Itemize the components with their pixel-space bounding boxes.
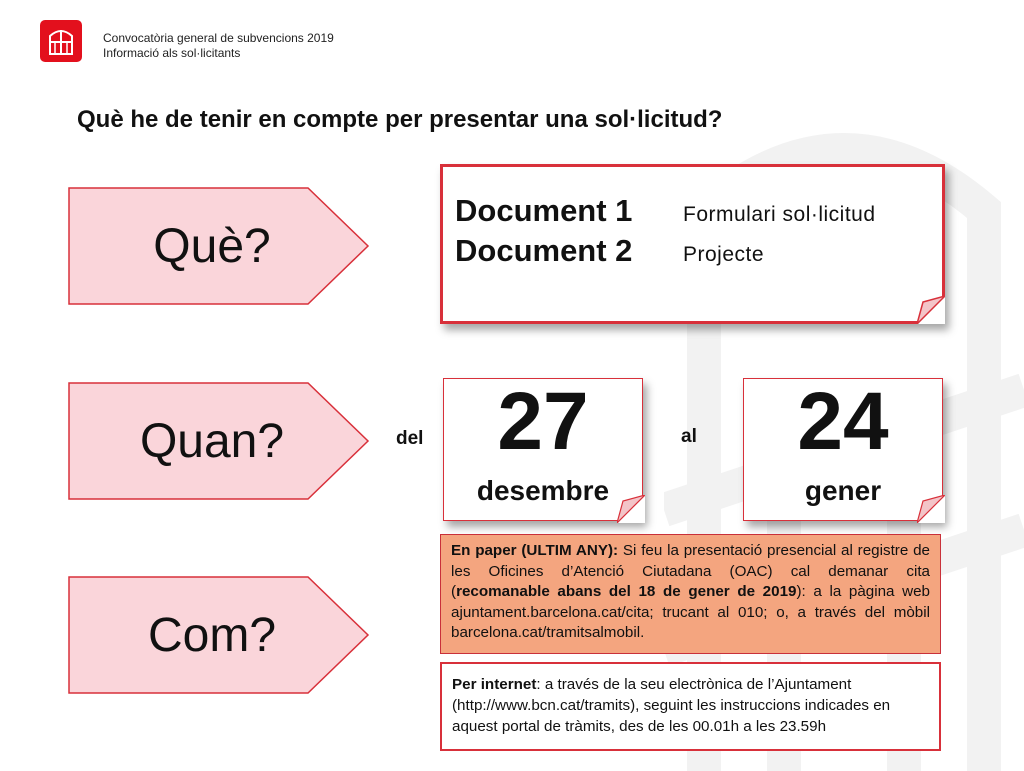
document-2-name: Document 2 bbox=[455, 233, 633, 268]
document-1-desc: Formulari sol·licitud bbox=[683, 203, 876, 226]
paper-bold: recomanable abans del 18 de gener de 2019 bbox=[456, 583, 797, 600]
page-fold-icon bbox=[917, 495, 945, 523]
arrow-label-que: Què? bbox=[153, 219, 271, 273]
header-line-1: Convocatòria general de subvencions 2019 bbox=[103, 31, 334, 45]
arrow-label-com: Com? bbox=[147, 608, 277, 662]
internet-text: : a través de la seu electrònica de l’Ajuntament (http://www.bcn.cat/tramits), seguint les instruccions indicades en aquest portal de tràmits, des de les 00.01h a les 23.59h bbox=[452, 676, 891, 735]
document-row-1 bbox=[455, 193, 876, 229]
paper-text-2: ): a la pàgina web ajuntament.barcelona.cat/cita; trucant al 010; o, a través del mòbil barcelona.cat/tramitsalmobil. bbox=[451, 583, 930, 641]
date-to-month: gener bbox=[804, 475, 882, 506]
arrow-label-quan: Quan? bbox=[139, 414, 285, 468]
page-title: Què he de tenir en compte per presentar una sol·licitud? bbox=[77, 106, 723, 133]
barcelona-logo bbox=[40, 20, 82, 62]
documents-card bbox=[440, 164, 945, 324]
document-row-2 bbox=[455, 233, 764, 269]
page-fold-icon bbox=[617, 495, 645, 523]
date-from-month: desembre bbox=[476, 475, 610, 506]
paper-lead: En paper (ULTIM ANY): bbox=[451, 542, 619, 559]
header-text bbox=[103, 31, 334, 61]
date-from-label: del bbox=[396, 428, 424, 449]
document-2-desc: Projecte bbox=[683, 243, 765, 266]
page-fold-icon bbox=[917, 296, 945, 324]
paper-info-box bbox=[440, 534, 941, 654]
date-to-card bbox=[743, 378, 943, 521]
date-from-card bbox=[443, 378, 643, 521]
internet-info-box bbox=[440, 662, 941, 751]
arrow-que bbox=[68, 187, 370, 305]
internet-lead: Per internet bbox=[452, 676, 537, 693]
arrow-com bbox=[68, 576, 370, 694]
document-1-name: Document 1 bbox=[455, 193, 633, 228]
date-from-day: 27 bbox=[497, 376, 589, 467]
date-to-day: 24 bbox=[797, 376, 889, 467]
header-line-2: Informació als sol·licitants bbox=[103, 46, 241, 60]
paper-text-1: Si feu la presentació presencial al registre de les Oficines d’Atenció Ciutadana (OAC) cal demanar cita ( bbox=[451, 542, 930, 600]
date-to-label: al bbox=[681, 426, 697, 447]
arrow-quan bbox=[68, 382, 370, 500]
